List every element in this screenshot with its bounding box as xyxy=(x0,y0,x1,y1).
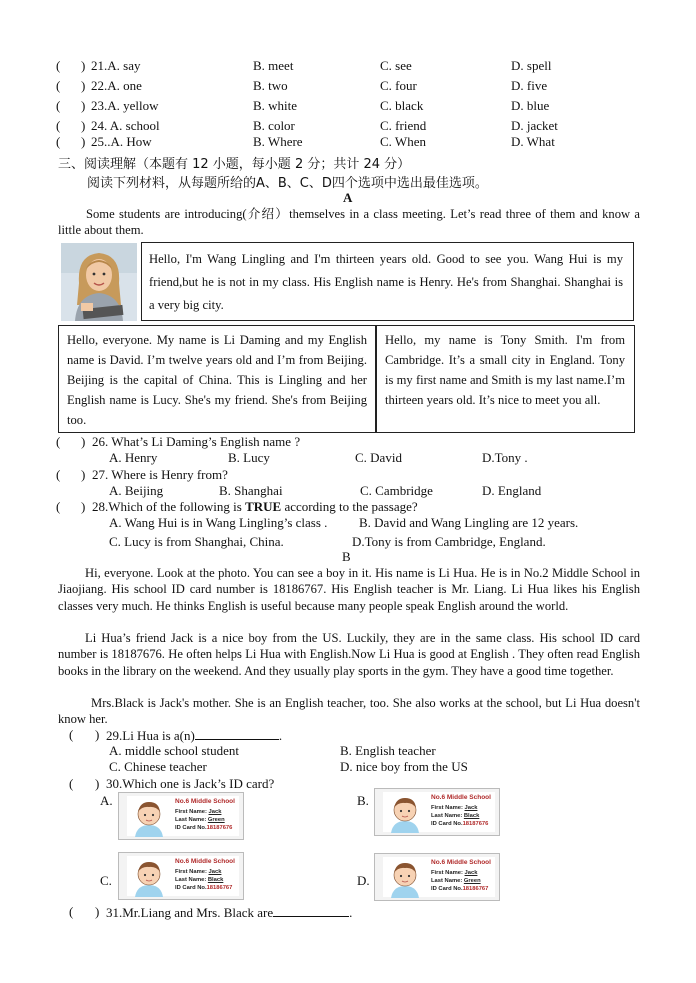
girl-photo-icon xyxy=(61,243,137,321)
field-label: ID Card No. xyxy=(175,825,207,831)
card-school: No.6 Middle School xyxy=(175,858,235,865)
answer-paren-open: ( xyxy=(56,78,61,93)
answer-paren-close: ) xyxy=(95,727,100,742)
field-label: ID Card No. xyxy=(431,886,463,892)
answer-paren-open: ( xyxy=(56,118,61,133)
intro-box-tony-smith xyxy=(376,325,635,433)
stem-text: 31.Mr.Liang and Mrs. Black are xyxy=(106,905,274,920)
option-c: C. black xyxy=(380,98,424,113)
card-first-name xyxy=(175,809,221,815)
option-label: A. xyxy=(100,793,113,808)
card-id-number xyxy=(431,886,488,892)
field-value: 18186767 xyxy=(206,885,233,891)
question-stem xyxy=(92,499,418,515)
intro-text: Hello, my name is Tony Smith. I'm from Cambridge. It’s a small city in England. Tony is my first name and Smith is my last name.I’m thirteen years old. It’s nice to meet you all. xyxy=(385,333,625,407)
option-b: B. two xyxy=(253,78,288,93)
field-label: First Name: xyxy=(431,870,463,876)
option-b: B. David and Wang Lingling are 12 years. xyxy=(359,515,579,530)
field-label: Last Name: xyxy=(431,878,463,884)
card-first-name xyxy=(431,805,477,811)
option-label: D. xyxy=(357,873,370,888)
field-value: 18187676 xyxy=(206,825,233,831)
option-label: C. xyxy=(100,873,112,888)
card-school: No.6 Middle School xyxy=(431,859,491,866)
answer-paren-open: ( xyxy=(69,904,74,919)
card-id-number xyxy=(175,885,232,891)
answer-paren-close: ) xyxy=(81,58,86,73)
section-instruction: 阅读下列材料，从每题所给的A、B、C、D四个选项中选出最佳选项。 xyxy=(87,176,488,191)
field-label: First Name: xyxy=(175,809,207,815)
option-c: C. David xyxy=(355,450,402,465)
option-d: D. spell xyxy=(511,58,552,73)
answer-paren-open: ( xyxy=(56,467,61,482)
boy-cartoon-icon xyxy=(387,860,423,898)
id-card-option-a xyxy=(118,792,244,840)
option-a: A. middle school student xyxy=(109,743,239,758)
answer-paren-close: ) xyxy=(81,134,86,149)
option-c: C. Lucy is from Shanghai, China. xyxy=(109,534,284,549)
answer-paren-open: ( xyxy=(56,434,61,449)
field-value: Jack xyxy=(464,870,478,876)
field-label: First Name: xyxy=(431,805,463,811)
answer-paren-close: ) xyxy=(81,467,86,482)
option-b: B. Lucy xyxy=(228,450,270,465)
card-first-name xyxy=(431,870,477,876)
option-c: C. friend xyxy=(380,118,427,133)
id-card-option-d xyxy=(374,853,500,901)
option-c: C. When xyxy=(380,134,426,149)
answer-blank xyxy=(273,904,349,917)
field-label: Last Name: xyxy=(175,877,207,883)
field-label: ID Card No. xyxy=(431,821,463,827)
field-value: Black xyxy=(463,813,480,819)
stem-text-end: according to the passage? xyxy=(281,499,418,514)
option-d: D. nice boy from the US xyxy=(340,759,468,774)
option-d: D.Tony . xyxy=(482,450,528,465)
intro-text: Hello, everyone. My name is Li Daming and my English name is David. I’m twelve years old and I’m from Beijing. Beijing is the capital of China. This is Lingling and her English name is Lucy. She's my friend. She's from Beijing too. xyxy=(67,333,367,427)
option-d: D. jacket xyxy=(511,118,558,133)
question-stem: 30.Which one is Jack’s ID card? xyxy=(106,776,275,791)
section-title: 三、阅读理解（本题有 12 小题，每小题 2 分；共计 24 分） xyxy=(58,157,411,172)
field-value: 18186767 xyxy=(462,886,489,892)
option-a: A. Wang Hui is in Wang Lingling’s class . xyxy=(109,515,328,530)
option-b: B. meet xyxy=(253,58,294,73)
option-a: A. Beijing xyxy=(109,483,164,498)
answer-paren-open: ( xyxy=(56,499,61,514)
option-d: D. England xyxy=(482,483,542,498)
option-d: D. blue xyxy=(511,98,550,113)
field-value: Jack xyxy=(208,869,222,875)
stem-text: 28.Which of the following is xyxy=(92,499,246,514)
question-stem: 29.Li Hua is a(n) . xyxy=(106,728,283,743)
option-a: 24. A. school xyxy=(91,118,160,133)
card-id-number xyxy=(431,821,488,827)
card-last-name xyxy=(431,878,481,884)
field-label: Last Name: xyxy=(431,813,463,819)
option-b: B. color xyxy=(253,118,295,133)
field-label: First Name: xyxy=(175,869,207,875)
answer-blank xyxy=(195,727,279,740)
boy-cartoon-icon xyxy=(387,795,423,833)
field-value: Green xyxy=(463,878,481,884)
stem-emphasis: TRUE xyxy=(245,499,282,514)
field-value: Black xyxy=(207,877,224,883)
passage-b-paragraph-3: Mrs.Black is Jack's mother. She is an English teacher, too. She also works at the school, but Li Hua doesn't know her. xyxy=(58,696,640,727)
question-stem: 27. Where is Henry from? xyxy=(92,467,228,482)
option-d: D. five xyxy=(511,78,548,93)
answer-paren-open: ( xyxy=(69,727,74,742)
answer-paren-close: ) xyxy=(95,776,100,791)
option-d: D.Tony is from Cambridge, England. xyxy=(352,534,546,549)
answer-paren-open: ( xyxy=(56,58,61,73)
boy-cartoon-icon xyxy=(131,859,167,897)
answer-paren-open: ( xyxy=(69,776,74,791)
passage-b-paragraph-2: Li Hua’s friend Jack is a nice boy from the US. Luckily, they are in the same class. His school ID card number is 18187676. He often helps Li Hua with English.Now Li Hua is good at English . They often read English books in the library on the weekend. And they usually play sports in the gym. They have a good time together. xyxy=(58,631,640,678)
option-a: 25..A. How xyxy=(91,134,152,149)
card-id-number xyxy=(175,825,232,831)
answer-paren-open: ( xyxy=(56,134,61,149)
field-value: Jack xyxy=(464,805,478,811)
option-b: B. Where xyxy=(253,134,303,149)
option-a: 22.A. one xyxy=(91,78,142,93)
field-label: Last Name: xyxy=(175,817,207,823)
field-value: Green xyxy=(207,817,225,823)
passage-b-label: B xyxy=(342,549,351,564)
card-school: No.6 Middle School xyxy=(431,794,491,801)
card-last-name xyxy=(175,877,223,883)
intro-text: Hello, I'm Wang Lingling and I'm thirteen years old. Good to see you. Wang Hui is my friend,but he is not in my class. His English name is Henry. He's from Shanghai. Shanghai is a very big city. xyxy=(149,252,623,312)
option-label: B. xyxy=(357,793,369,808)
id-card-option-b xyxy=(374,788,500,836)
answer-paren-close: ) xyxy=(81,499,86,514)
option-c: C. Chinese teacher xyxy=(109,759,207,774)
option-b: B. white xyxy=(253,98,298,113)
passage-a-label: A xyxy=(343,190,353,205)
option-a: A. Henry xyxy=(109,450,158,465)
option-b: B. English teacher xyxy=(340,743,436,758)
answer-paren-open: ( xyxy=(56,98,61,113)
option-c: C. Cambridge xyxy=(360,483,433,498)
field-value: Jack xyxy=(208,809,222,815)
question-stem: 26. What’s Li Daming’s English name ? xyxy=(92,434,301,449)
stem-text: 29.Li Hua is a(n) xyxy=(106,728,195,743)
card-last-name xyxy=(175,817,225,823)
intro-box-wang-lingling xyxy=(141,242,634,321)
student-photo xyxy=(61,243,137,321)
passage-a-intro: Some students are introducing(介绍）themselves in a class meeting. Let’s read three of them and know a little about them. xyxy=(58,207,640,238)
field-label: ID Card No. xyxy=(175,885,207,891)
option-d: D. What xyxy=(511,134,555,149)
card-school: No.6 Middle School xyxy=(175,798,235,805)
id-card-option-c xyxy=(118,852,244,900)
option-c: C. see xyxy=(380,58,412,73)
answer-paren-close: ) xyxy=(95,904,100,919)
answer-paren-close: ) xyxy=(81,98,86,113)
card-first-name xyxy=(175,869,221,875)
option-a: 23.A. yellow xyxy=(91,98,159,113)
option-c: C. four xyxy=(380,78,417,93)
card-last-name xyxy=(431,813,479,819)
answer-paren-close: ) xyxy=(81,78,86,93)
answer-paren-close: ) xyxy=(81,118,86,133)
passage-b-paragraph-1: Hi, everyone. Look at the photo. You can see a boy in it. His name is Li Hua. He is in No.2 Middle School in Jiaojiang. His school ID card number is 18186767. His English teacher is Mr. Liang. Li Hua likes his English classes very much. He thinks English is useful because many people speak English around the world. xyxy=(58,566,640,613)
boy-cartoon-icon xyxy=(131,799,167,837)
stem-end: . xyxy=(349,905,353,920)
question-stem xyxy=(106,904,352,921)
answer-paren-close: ) xyxy=(81,434,86,449)
field-value: 18187676 xyxy=(462,821,489,827)
option-b: B. Shanghai xyxy=(219,483,283,498)
intro-box-li-daming xyxy=(58,325,376,433)
option-a: 21.A. say xyxy=(91,58,141,73)
